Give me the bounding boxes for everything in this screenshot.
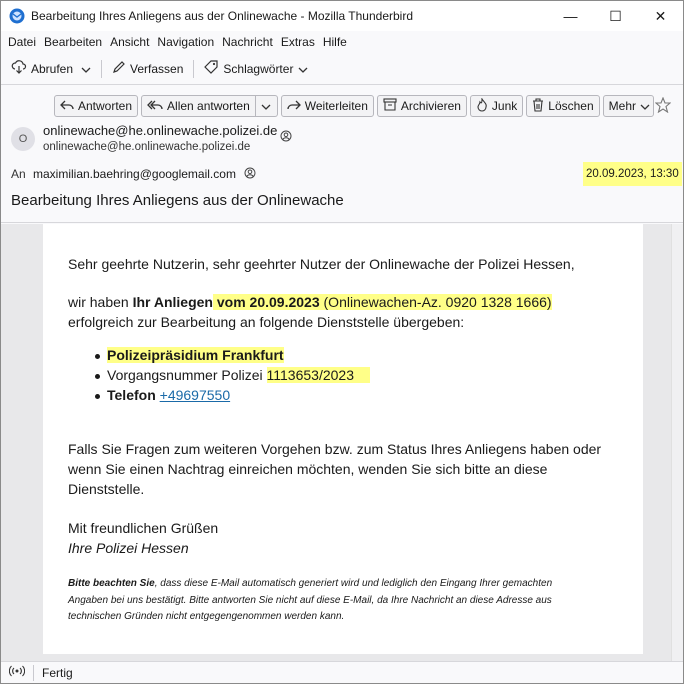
forward-icon	[287, 99, 305, 114]
junk-button[interactable]	[470, 95, 523, 117]
body-scrollbar[interactable]	[671, 224, 683, 661]
trash-icon	[532, 98, 548, 115]
toolbar-separator	[101, 60, 102, 78]
text-segment: Bitte beachten Sie	[68, 578, 155, 589]
closing-text: Mit freundlichen Grüßen	[68, 520, 219, 536]
get-messages-button[interactable]	[7, 57, 77, 81]
message-date: 20.09.2023, 13:30	[583, 162, 682, 186]
paragraph-line: Dienststelle.	[68, 481, 145, 497]
get-messages-dropdown[interactable]	[77, 57, 95, 81]
bullet-dot	[95, 374, 100, 379]
write-label: Verfassen	[130, 61, 184, 76]
reply-all-button[interactable]	[141, 95, 256, 117]
archive-label: Archivieren	[400, 99, 461, 113]
text-segment: Telefon	[107, 387, 156, 403]
window-controls	[548, 1, 683, 31]
message-header	[1, 86, 683, 223]
status-separator	[33, 665, 34, 681]
reply-all-icon	[147, 99, 167, 114]
thunderbird-logo-icon	[9, 8, 25, 24]
text-segment: Vorgangsnummer Polizei	[107, 367, 267, 383]
list-item	[107, 387, 230, 403]
message-body-area	[1, 224, 671, 661]
archive-icon	[383, 98, 401, 114]
main-toolbar	[1, 53, 683, 85]
pencil-icon	[112, 60, 130, 77]
download-cloud-icon	[11, 60, 31, 77]
menu-nachricht[interactable]: Nachricht	[222, 35, 273, 49]
bullet-dot	[95, 394, 100, 399]
list-item	[107, 347, 284, 363]
paragraph-line: wenn Sie einen Nachtrag einreichen möchten, wenden Sie sich bitte an diese	[68, 461, 548, 477]
window-title: Bearbeitung Ihres Anliegens aus der Onlinewache - Mozilla Thunderbird	[31, 9, 414, 23]
signature-text: Ihre Polizei Hessen	[68, 540, 189, 556]
status-text: Fertig	[42, 665, 73, 680]
title-bar	[1, 1, 683, 31]
close-button[interactable]: ✕	[654, 7, 667, 24]
bullet-dot	[95, 354, 100, 359]
minimize-button[interactable]: —	[563, 8, 578, 24]
tag-icon	[204, 60, 223, 77]
delete-button[interactable]	[526, 95, 599, 117]
toolbar-separator	[193, 60, 194, 78]
highlighted-case-number: 1113653/2023	[267, 367, 370, 383]
online-status-icon[interactable]	[9, 665, 25, 680]
add-contact-icon[interactable]	[280, 130, 292, 145]
note-line	[68, 578, 552, 589]
reply-icon	[60, 99, 78, 114]
chevron-down-icon	[298, 62, 312, 76]
more-button[interactable]	[603, 95, 654, 117]
note-line: Angaben bei uns bestätigt. Bitte antworten Sie nicht auf diese E-Mail, da Ihre Nachricht an diese Adresse aus	[68, 595, 552, 606]
maximize-button[interactable]: ☐	[609, 7, 622, 24]
menu-bar	[1, 31, 683, 53]
note-line: technischen Gründen nicht entgegengenommen werden kann.	[68, 611, 345, 622]
reply-label: Antworten	[78, 99, 133, 113]
greeting-text: Sehr geehrte Nutzerin, sehr geehrter Nutzer der Onlinewache der Polizei Hessen,	[68, 256, 575, 272]
text-segment: , dass diese E-Mail automatisch generiert wird und lediglich den Eingang Ihrer gemachten	[154, 578, 553, 589]
reply-button[interactable]	[54, 95, 138, 117]
paragraph-line	[68, 294, 552, 310]
chevron-down-icon	[261, 99, 271, 113]
delete-label: Löschen	[548, 99, 594, 113]
sender-avatar: O	[11, 127, 35, 151]
recipient-address[interactable]: maximilian.baehring@googlemail.com	[33, 167, 236, 181]
menu-extras[interactable]: Extras	[280, 35, 315, 49]
message-actions	[54, 95, 657, 117]
paragraph-line: Falls Sie Fragen zum weiteren Vorgehen bzw. zum Status Ihres Anliegens haben oder	[68, 441, 602, 457]
write-button[interactable]	[108, 57, 187, 81]
menu-navigation[interactable]: Navigation	[157, 35, 215, 49]
reply-all-label: Allen antworten	[167, 99, 250, 113]
menu-ansicht[interactable]: Ansicht	[110, 35, 150, 49]
tags-button[interactable]	[200, 57, 316, 81]
phone-link[interactable]: +49697550	[159, 387, 231, 403]
menu-datei[interactable]: Datei	[8, 35, 37, 49]
get-messages-label: Abrufen	[31, 61, 74, 76]
menu-hilfe[interactable]: Hilfe	[322, 35, 347, 49]
sender-address[interactable]: onlinewache@he.onlinewache.polizei.de	[43, 141, 251, 153]
junk-label: Junk	[491, 99, 518, 113]
text-segment: wir haben	[68, 294, 133, 310]
recipient-label: An	[11, 167, 26, 181]
text-segment: Ihr Anliegen	[132, 294, 213, 310]
flame-icon	[476, 98, 492, 115]
forward-button[interactable]	[281, 95, 374, 117]
menu-bearbeiten[interactable]: Bearbeiten	[44, 35, 103, 49]
chevron-down-icon	[81, 62, 91, 76]
list-item	[107, 367, 370, 383]
add-contact-icon[interactable]	[244, 167, 256, 182]
highlighted-reference: (Onlinewachen-Az. 0920 1328 1666)	[319, 294, 552, 310]
sender-name[interactable]: onlinewache@he.onlinewache.polizei.de	[43, 123, 278, 138]
paragraph-line: erfolgreich zur Bearbeitung an folgende Dienststelle übergeben:	[68, 314, 465, 330]
forward-label: Weiterleiten	[304, 99, 368, 113]
message-subject: Bearbeitung Ihres Anliegens aus der Onlinewache	[11, 192, 344, 209]
more-label: Mehr	[608, 99, 636, 113]
message-body	[43, 224, 643, 654]
status-bar	[1, 661, 683, 683]
tags-label: Schlagwörter	[223, 61, 294, 76]
highlighted-office: Polizeipräsidium Frankfurt	[107, 347, 284, 363]
chevron-down-icon	[636, 99, 650, 113]
star-icon[interactable]	[655, 97, 671, 116]
highlighted-date: vom 20.09.2023	[212, 294, 320, 310]
archive-button[interactable]	[377, 95, 467, 117]
reply-all-dropdown[interactable]	[256, 95, 278, 117]
